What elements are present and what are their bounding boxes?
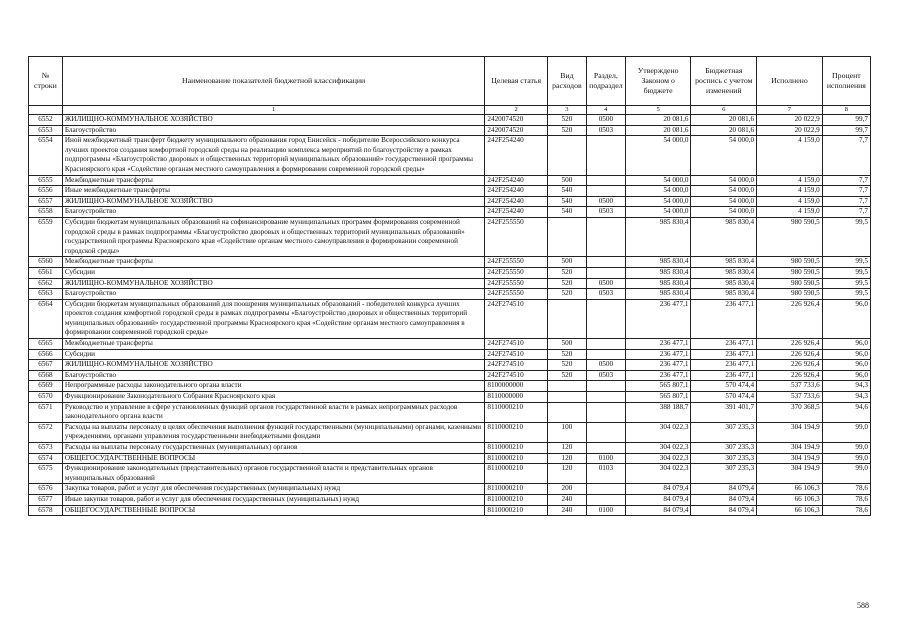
- execution-percent: 99,7: [822, 125, 870, 136]
- table-row: [29, 125, 871, 136]
- execution-percent: 7,7: [822, 196, 870, 207]
- target-article: 8110000210: [485, 422, 548, 442]
- expense-type: 520: [547, 115, 586, 126]
- approved-amount: 304 022,3: [625, 443, 691, 454]
- budget-list-amount: 54 000,0: [691, 207, 757, 218]
- header-exp-type: Вид расходов: [547, 57, 586, 106]
- budget-list-amount: 20 081,6: [691, 125, 757, 136]
- execution-percent: 96,0: [822, 299, 870, 338]
- row-number: 6577: [29, 494, 63, 505]
- execution-percent: 78,6: [822, 494, 870, 505]
- target-article: 8110000210: [485, 443, 548, 454]
- indicator-name: Функционирование законодательных (представительных) органов государственной власти и представительных органов муниципальных образований: [62, 464, 485, 484]
- table-row: [29, 299, 871, 338]
- expense-type: 120: [547, 464, 586, 484]
- header-budget-list: Бюджетная роспись с учетом изменений: [691, 57, 757, 106]
- indicator-name: Благоустройство: [62, 289, 485, 300]
- table-row: [29, 370, 871, 381]
- row-number: 6565: [29, 339, 63, 350]
- budget-list-amount: 84 079,4: [691, 494, 757, 505]
- table-row: [29, 207, 871, 218]
- expense-type: 520: [547, 349, 586, 360]
- approved-amount: 236 477,1: [625, 299, 691, 338]
- expense-type: 100: [547, 422, 586, 442]
- row-number: 6563: [29, 289, 63, 300]
- row-number: 6571: [29, 402, 63, 422]
- execution-percent: 99,0: [822, 443, 870, 454]
- budget-list-amount: 84 079,4: [691, 484, 757, 495]
- executed-amount: 20 022,9: [757, 125, 823, 136]
- indicator-name: Функционирование Законодательного Собрания Красноярского края: [62, 392, 485, 403]
- approved-amount: 20 081,6: [625, 115, 691, 126]
- expense-type: 120: [547, 443, 586, 454]
- table-row: [29, 494, 871, 505]
- section-code: 0500: [586, 278, 625, 289]
- target-article: 242F255550: [485, 289, 548, 300]
- section-code: [586, 484, 625, 495]
- executed-amount: 4 159,0: [757, 196, 823, 207]
- target-article: 242F254240: [485, 196, 548, 207]
- executed-amount: 980 590,5: [757, 257, 823, 268]
- row-number: 6555: [29, 175, 63, 186]
- executed-amount: 4 159,0: [757, 186, 823, 197]
- budget-list-amount: 985 830,4: [691, 278, 757, 289]
- section-code: [586, 257, 625, 268]
- approved-amount: 985 830,4: [625, 278, 691, 289]
- execution-percent: 99,5: [822, 267, 870, 278]
- approved-amount: 304 022,3: [625, 453, 691, 464]
- table-row: [29, 136, 871, 175]
- expense-type: 520: [547, 289, 586, 300]
- indicator-name: Субсидии бюджетам муниципальных образований для поощрения муниципальных образований - победителей конкурса лучших проектов создания комфортной городской среды в рамках подпрограммы «Благоустройство дворовых и общественных территорий муниципальных образований» государственной программы Красноярского края «Содействие органам местного самоуправления в формировании современной городской среды»: [62, 299, 485, 338]
- indicator-name: Иные межбюджетные трансферты: [62, 186, 485, 197]
- indicator-name: Руководство и управление в сфере установленных функций органов государственной власти в рамках непрограммных расходов законодательного органа власти: [62, 402, 485, 422]
- table-row: [29, 464, 871, 484]
- execution-percent: 7,7: [822, 186, 870, 197]
- column-number: 4: [586, 106, 625, 115]
- indicator-name: ЖИЛИЩНО-КОММУНАЛЬНОЕ ХОЗЯЙСТВО: [62, 115, 485, 126]
- target-article: 242F274510: [485, 360, 548, 371]
- expense-type: 240: [547, 494, 586, 505]
- indicator-name: ЖИЛИЩНО-КОММУНАЛЬНОЕ ХОЗЯЙСТВО: [62, 196, 485, 207]
- section-code: [586, 175, 625, 186]
- indicator-name: Расходы на выплаты персоналу в целях обеспечения выполнения функций государственными (муниципальными) органами, казенными учреждениями, органами управления государственными внебюджетными фондами: [62, 422, 485, 442]
- executed-amount: 304 194,9: [757, 443, 823, 454]
- indicator-name: Иные закупки товаров, работ и услуг для обеспечения государственных (муниципальных) нужд: [62, 494, 485, 505]
- execution-percent: 7,7: [822, 175, 870, 186]
- budget-table: [28, 56, 871, 516]
- target-article: 242F255550: [485, 257, 548, 268]
- expense-type: 520: [547, 370, 586, 381]
- header-name: Наименование показателей бюджетной классификации: [62, 57, 485, 106]
- budget-list-amount: 570 474,4: [691, 381, 757, 392]
- header-target: Целевая статья: [485, 57, 548, 106]
- executed-amount: 226 926,4: [757, 370, 823, 381]
- section-code: 0500: [586, 115, 625, 126]
- table-row: [29, 289, 871, 300]
- expense-type: 540: [547, 186, 586, 197]
- table-row: [29, 453, 871, 464]
- executed-amount: 226 926,4: [757, 339, 823, 350]
- approved-amount: 985 830,4: [625, 289, 691, 300]
- approved-amount: 304 022,3: [625, 464, 691, 484]
- expense-type: 540: [547, 196, 586, 207]
- target-article: 242F274510: [485, 349, 548, 360]
- row-number: 6578: [29, 505, 63, 516]
- indicator-name: Закупка товаров, работ и услуг для обеспечения государственных (муниципальных) нужд: [62, 484, 485, 495]
- row-number: 6567: [29, 360, 63, 371]
- indicator-name: Субсидии: [62, 267, 485, 278]
- header-row-no: № строки: [29, 57, 63, 106]
- expense-type: 120: [547, 453, 586, 464]
- section-code: 0100: [586, 505, 625, 516]
- indicator-name: ОБЩЕГОСУДАРСТВЕННЫЕ ВОПРОСЫ: [62, 505, 485, 516]
- executed-amount: 537 733,6: [757, 392, 823, 403]
- column-number: 6: [691, 106, 757, 115]
- indicator-name: ЖИЛИЩНО-КОММУНАЛЬНОЕ ХОЗЯЙСТВО: [62, 278, 485, 289]
- section-code: [586, 136, 625, 175]
- executed-amount: 980 590,5: [757, 278, 823, 289]
- row-number: 6561: [29, 267, 63, 278]
- target-article: 242F254240: [485, 207, 548, 218]
- approved-amount: 985 830,4: [625, 217, 691, 256]
- indicator-name: Субсидии бюджетам муниципальных образований на софинансирование муниципальных программ формирования современной городской среды в рамках подпрограммы «Благоустройство дворовых и общественных территорий муниципальных образований» государственной программы Красноярского края «Содействие органам местного самоуправления в формировании современной городской среды»: [62, 217, 485, 256]
- indicator-name: Благоустройство: [62, 370, 485, 381]
- budget-list-amount: 236 477,1: [691, 349, 757, 360]
- budget-list-amount: 54 000,0: [691, 175, 757, 186]
- table-row: [29, 505, 871, 516]
- target-article: 8110000210: [485, 402, 548, 422]
- row-number: 6560: [29, 257, 63, 268]
- section-code: [586, 339, 625, 350]
- execution-percent: 99,5: [822, 257, 870, 268]
- expense-type: [547, 392, 586, 403]
- expense-type: 520: [547, 278, 586, 289]
- indicator-name: ОБЩЕГОСУДАРСТВЕННЫЕ ВОПРОСЫ: [62, 453, 485, 464]
- row-number: 6553: [29, 125, 63, 136]
- executed-amount: 304 194,9: [757, 464, 823, 484]
- target-article: 2420074520: [485, 115, 548, 126]
- execution-percent: 96,0: [822, 370, 870, 381]
- indicator-name: Субсидии: [62, 349, 485, 360]
- section-code: 0500: [586, 360, 625, 371]
- budget-list-amount: 84 079,4: [691, 505, 757, 516]
- section-code: 0503: [586, 125, 625, 136]
- section-code: [586, 349, 625, 360]
- execution-percent: 78,6: [822, 505, 870, 516]
- approved-amount: 236 477,1: [625, 370, 691, 381]
- table-row: [29, 175, 871, 186]
- section-code: 0103: [586, 464, 625, 484]
- indicator-name: Благоустройство: [62, 207, 485, 218]
- executed-amount: 370 368,5: [757, 402, 823, 422]
- table-row: [29, 339, 871, 350]
- target-article: 8110000210: [485, 453, 548, 464]
- expense-type: 520: [547, 360, 586, 371]
- indicator-name: ЖИЛИЩНО-КОММУНАЛЬНОЕ ХОЗЯЙСТВО: [62, 360, 485, 371]
- approved-amount: 236 477,1: [625, 349, 691, 360]
- column-number: 2: [485, 106, 548, 115]
- section-code: 0100: [586, 453, 625, 464]
- executed-amount: 226 926,4: [757, 349, 823, 360]
- executed-amount: 980 590,5: [757, 289, 823, 300]
- budget-list-amount: 54 000,0: [691, 186, 757, 197]
- target-article: 242F254240: [485, 136, 548, 175]
- executed-amount: 304 194,9: [757, 453, 823, 464]
- target-article: 242F255550: [485, 217, 548, 256]
- expense-type: 500: [547, 175, 586, 186]
- expense-type: [547, 136, 586, 175]
- executed-amount: 226 926,4: [757, 360, 823, 371]
- section-code: [586, 186, 625, 197]
- approved-amount: 236 477,1: [625, 339, 691, 350]
- table-row: [29, 484, 871, 495]
- section-code: [586, 392, 625, 403]
- expense-type: 500: [547, 257, 586, 268]
- section-code: 0503: [586, 207, 625, 218]
- budget-list-amount: 236 477,1: [691, 360, 757, 371]
- approved-amount: 20 081,6: [625, 125, 691, 136]
- approved-amount: 985 830,4: [625, 257, 691, 268]
- table-row: [29, 115, 871, 126]
- table-row: [29, 267, 871, 278]
- column-number-row: [29, 106, 871, 115]
- table-row: [29, 186, 871, 197]
- execution-percent: 99,5: [822, 289, 870, 300]
- execution-percent: 99,0: [822, 464, 870, 484]
- page-number: 588: [857, 601, 869, 610]
- executed-amount: 66 106,3: [757, 494, 823, 505]
- row-number: 6570: [29, 392, 63, 403]
- executed-amount: 66 106,3: [757, 505, 823, 516]
- column-number: 8: [822, 106, 870, 115]
- row-number: 6569: [29, 381, 63, 392]
- execution-percent: 7,7: [822, 136, 870, 175]
- approved-amount: 388 188,7: [625, 402, 691, 422]
- target-article: 242F255550: [485, 267, 548, 278]
- execution-percent: 99,5: [822, 217, 870, 256]
- target-article: 8110000210: [485, 484, 548, 495]
- table-row: [29, 257, 871, 268]
- budget-list-amount: 236 477,1: [691, 299, 757, 338]
- section-code: [586, 443, 625, 454]
- row-number: 6568: [29, 370, 63, 381]
- section-code: 0500: [586, 196, 625, 207]
- target-article: 242F274510: [485, 299, 548, 338]
- approved-amount: 54 000,0: [625, 175, 691, 186]
- target-article: 8100000000: [485, 381, 548, 392]
- column-number: 1: [62, 106, 485, 115]
- table-row: [29, 196, 871, 207]
- execution-percent: 7,7: [822, 207, 870, 218]
- budget-list-amount: 985 830,4: [691, 289, 757, 300]
- expense-type: 200: [547, 484, 586, 495]
- execution-percent: 96,0: [822, 339, 870, 350]
- executed-amount: 4 159,0: [757, 175, 823, 186]
- column-number: 3: [547, 106, 586, 115]
- row-number: 6556: [29, 186, 63, 197]
- executed-amount: 980 590,5: [757, 217, 823, 256]
- header-approved: Утверждено Законом о бюджете: [625, 57, 691, 106]
- executed-amount: 4 159,0: [757, 136, 823, 175]
- indicator-name: Межбюджетные трансферты: [62, 257, 485, 268]
- expense-type: 520: [547, 125, 586, 136]
- target-article: 242F274510: [485, 370, 548, 381]
- indicator-name: Межбюджетные трансферты: [62, 175, 485, 186]
- budget-list-amount: 985 830,4: [691, 217, 757, 256]
- row-number: 6574: [29, 453, 63, 464]
- approved-amount: 236 477,1: [625, 360, 691, 371]
- section-code: [586, 299, 625, 338]
- row-number: 6576: [29, 484, 63, 495]
- expense-type: 240: [547, 505, 586, 516]
- approved-amount: 985 830,4: [625, 267, 691, 278]
- table-row: [29, 217, 871, 256]
- execution-percent: 78,6: [822, 484, 870, 495]
- row-number: 6562: [29, 278, 63, 289]
- execution-percent: 94,3: [822, 381, 870, 392]
- execution-percent: 96,0: [822, 349, 870, 360]
- executed-amount: 4 159,0: [757, 207, 823, 218]
- header-section: Раздел, подраздел: [586, 57, 625, 106]
- table-row: [29, 381, 871, 392]
- target-article: 8110000210: [485, 505, 548, 516]
- approved-amount: 84 079,4: [625, 505, 691, 516]
- row-number: 6564: [29, 299, 63, 338]
- table-row: [29, 422, 871, 442]
- expense-type: 540: [547, 207, 586, 218]
- execution-percent: 94,6: [822, 402, 870, 422]
- execution-percent: 94,3: [822, 392, 870, 403]
- target-article: 242F254240: [485, 175, 548, 186]
- indicator-name: Расходы на выплаты персоналу государственных (муниципальных) органов: [62, 443, 485, 454]
- indicator-name: Непрограммные расходы законодательного органа власти: [62, 381, 485, 392]
- budget-list-amount: 236 477,1: [691, 339, 757, 350]
- budget-list-amount: 391 401,7: [691, 402, 757, 422]
- approved-amount: 54 000,0: [625, 207, 691, 218]
- table-body: [29, 115, 871, 516]
- execution-percent: 99,0: [822, 453, 870, 464]
- table-row: [29, 278, 871, 289]
- approved-amount: 565 807,1: [625, 381, 691, 392]
- approved-amount: 84 079,4: [625, 494, 691, 505]
- table-row: [29, 360, 871, 371]
- target-article: 8110000210: [485, 464, 548, 484]
- target-article: 242F274510: [485, 339, 548, 350]
- row-number: 6572: [29, 422, 63, 442]
- section-code: [586, 217, 625, 256]
- column-number: [29, 106, 63, 115]
- section-code: [586, 402, 625, 422]
- indicator-name: Иной межбюджетный трансферт бюджету муниципального образования город Енисейск - победителю Всероссийского конкурса лучших проектов создания комфортной городской среды на реализацию комплекса мероприятий по благоустройству в рамках подпрограммы «Благоустройство дворовых и общественных территорий муниципальных образований» государственной программы Красноярского края «Содействие органам местного самоуправления в формировании современной городской среды»: [62, 136, 485, 175]
- row-number: 6557: [29, 196, 63, 207]
- column-number: 5: [625, 106, 691, 115]
- target-article: 242F254240: [485, 186, 548, 197]
- execution-percent: 99,5: [822, 278, 870, 289]
- row-number: 6554: [29, 136, 63, 175]
- budget-list-amount: 307 235,3: [691, 453, 757, 464]
- row-number: 6573: [29, 443, 63, 454]
- budget-list-amount: 307 235,3: [691, 422, 757, 442]
- execution-percent: 96,0: [822, 360, 870, 371]
- expense-type: 520: [547, 267, 586, 278]
- expense-type: [547, 381, 586, 392]
- table-row: [29, 392, 871, 403]
- execution-percent: 99,7: [822, 115, 870, 126]
- budget-list-amount: 54 000,0: [691, 196, 757, 207]
- section-code: [586, 422, 625, 442]
- executed-amount: 304 194,9: [757, 422, 823, 442]
- approved-amount: 54 000,0: [625, 186, 691, 197]
- indicator-name: Благоустройство: [62, 125, 485, 136]
- executed-amount: 226 926,4: [757, 299, 823, 338]
- indicator-name: Межбюджетные трансферты: [62, 339, 485, 350]
- target-article: 8110000210: [485, 494, 548, 505]
- executed-amount: 537 733,6: [757, 381, 823, 392]
- section-code: 0503: [586, 370, 625, 381]
- approved-amount: 565 807,1: [625, 392, 691, 403]
- expense-type: [547, 402, 586, 422]
- section-code: [586, 267, 625, 278]
- header-executed: Исполнено: [757, 57, 823, 106]
- expense-type: [547, 299, 586, 338]
- budget-list-amount: 570 474,4: [691, 392, 757, 403]
- row-number: 6558: [29, 207, 63, 218]
- target-article: 242F255550: [485, 278, 548, 289]
- row-number: 6559: [29, 217, 63, 256]
- target-article: 8110000000: [485, 392, 548, 403]
- execution-percent: 99,0: [822, 422, 870, 442]
- section-code: [586, 494, 625, 505]
- budget-list-amount: 307 235,3: [691, 443, 757, 454]
- table-row: [29, 349, 871, 360]
- table-row: [29, 443, 871, 454]
- executed-amount: 66 106,3: [757, 484, 823, 495]
- column-number: 7: [757, 106, 823, 115]
- row-number: 6575: [29, 464, 63, 484]
- budget-list-amount: 985 830,4: [691, 257, 757, 268]
- target-article: 2420074520: [485, 125, 548, 136]
- executed-amount: 980 590,5: [757, 267, 823, 278]
- budget-list-amount: 985 830,4: [691, 267, 757, 278]
- row-number: 6552: [29, 115, 63, 126]
- section-code: [586, 381, 625, 392]
- table-row: [29, 402, 871, 422]
- approved-amount: 304 022,3: [625, 422, 691, 442]
- approved-amount: 54 000,0: [625, 196, 691, 207]
- approved-amount: 54 000,0: [625, 136, 691, 175]
- row-number: 6566: [29, 349, 63, 360]
- header-percent: Процент исполнения: [822, 57, 870, 106]
- expense-type: [547, 217, 586, 256]
- section-code: 0503: [586, 289, 625, 300]
- budget-list-amount: 236 477,1: [691, 370, 757, 381]
- header-row: [29, 57, 871, 106]
- expense-type: 500: [547, 339, 586, 350]
- executed-amount: 20 022,9: [757, 115, 823, 126]
- budget-list-amount: 54 000,0: [691, 136, 757, 175]
- budget-list-amount: 20 081,6: [691, 115, 757, 126]
- budget-list-amount: 307 235,3: [691, 464, 757, 484]
- approved-amount: 84 079,4: [625, 484, 691, 495]
